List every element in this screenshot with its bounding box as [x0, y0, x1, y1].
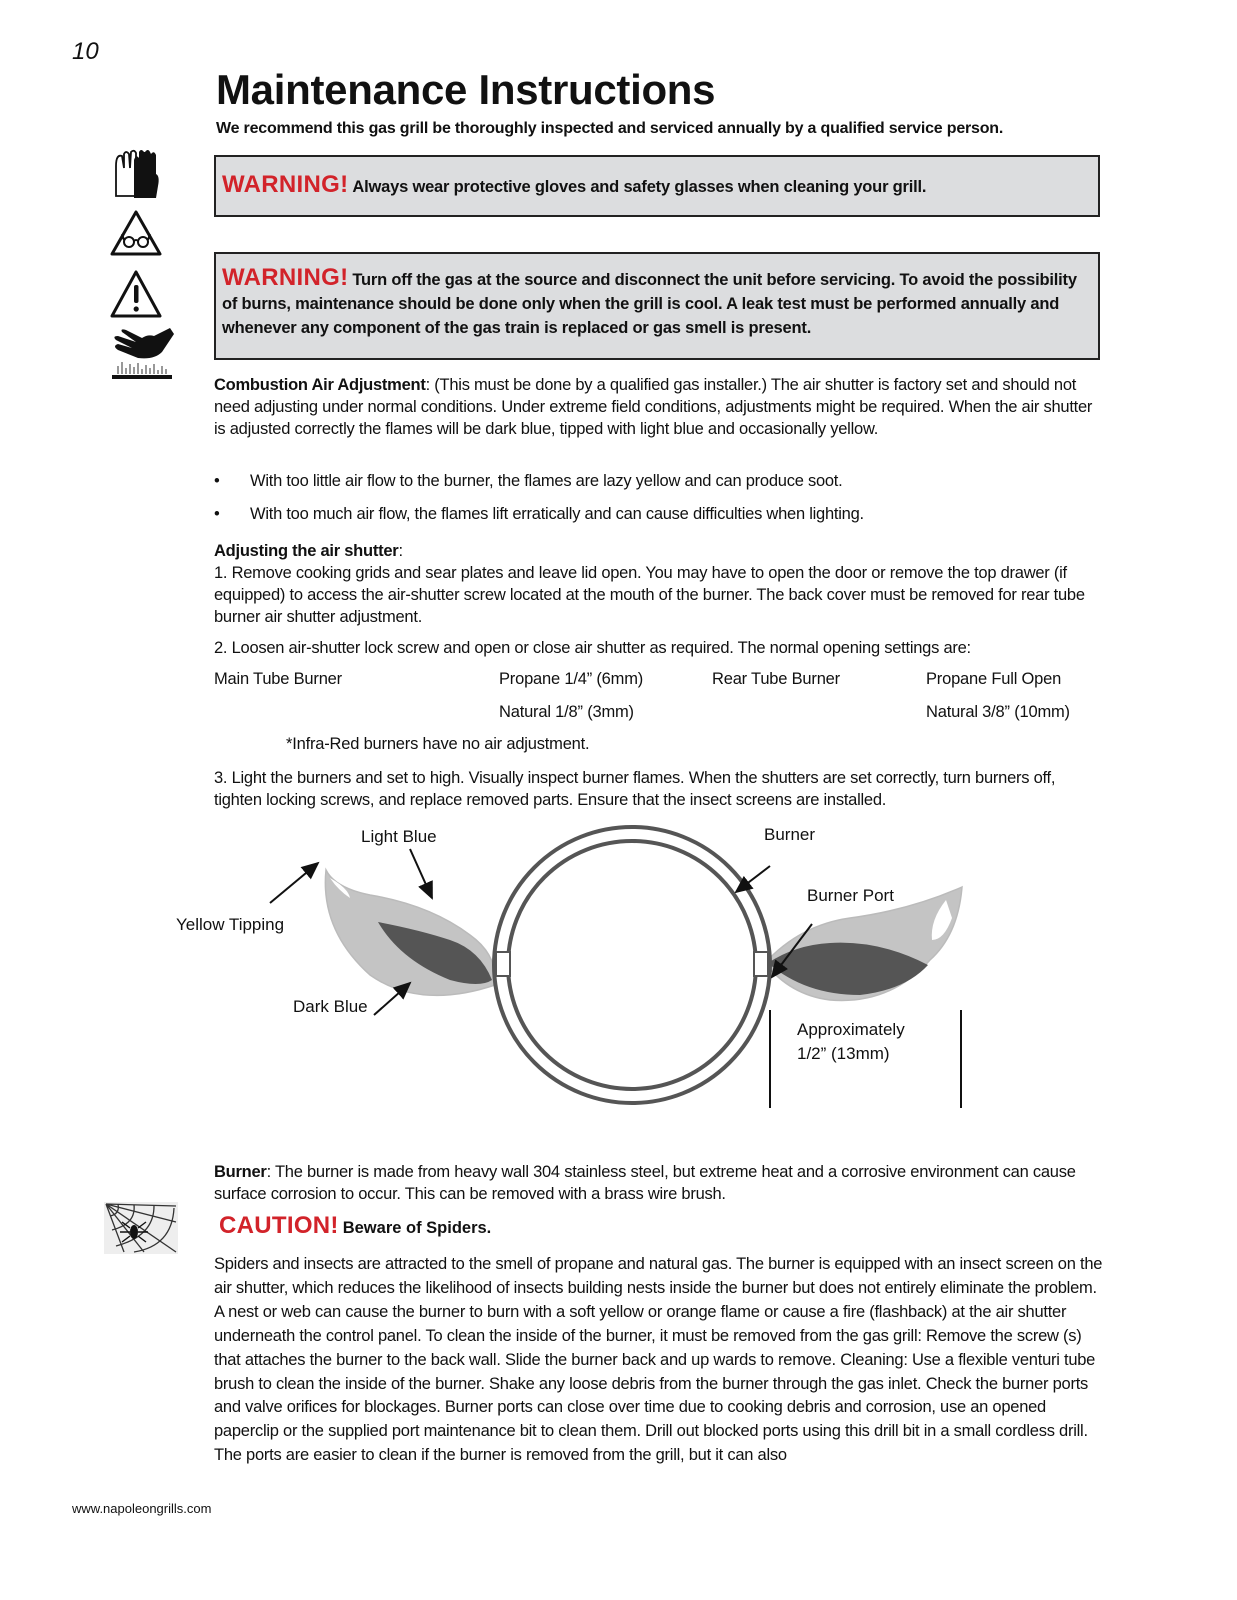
main-burner-propane: Propane 1/4” (6mm) — [499, 670, 644, 688]
label-dark-blue: Dark Blue — [293, 997, 368, 1016]
spider-paragraph: Spiders and insects are attracted to the smell of propane and natural gas. The burner is equipped with an insect screen on the air shutter, which reduces the likelihood of insects building nests inside the burner but does not entirely eliminate the problem. A nest or web can cause the burner to burn with a soft yellow or orange flame or cause a fire (flashback) at the air shutter underneath the control panel. To clean the inside of the burner, it must be removed from the gas grill: Remove the screw (s) that attaches the burner to the back wall. Slide the burner back and up wards to remove. Cleaning: Use a flexible venturi tube brush to clean the inside of the burner. Shake any loose debris from the burner through the gas inlet. Check the burner ports and valve orifices for blockages. Burner ports can close over time due to cooking debris and corrosion, use an opened paperclip or the supplied port maintenance bit to clean them. Drill out blocked ports using this drill bit in a small cordless drill. The ports are easier to clean if the burner is removed from the grill, but it can also — [214, 1255, 1103, 1465]
label-burner: Burner — [764, 825, 816, 844]
caution-text: Beware of Spiders. — [342, 1219, 492, 1237]
bullet-icon: • — [214, 472, 220, 490]
heading-colon: : — [398, 542, 403, 560]
page-subtitle: We recommend this gas grill be thoroughly inspected and serviced annually by a qualified service person. — [216, 120, 1004, 137]
footer-url[interactable]: www.napoleongrills.com — [72, 1501, 212, 1516]
warning-box-gas — [214, 252, 1100, 360]
warning-label: WARNING! — [222, 171, 349, 198]
adjusting-heading: Adjusting the air shutter — [214, 542, 399, 560]
page-number: 10 — [72, 38, 99, 65]
warning-text: Always wear protective gloves and safety glasses when cleaning your grill. — [352, 178, 927, 196]
main-burner-label: Main Tube Burner — [214, 670, 342, 688]
burner-paragraph — [214, 1161, 1104, 1205]
combustion-heading: Combustion Air Adjustment — [214, 376, 426, 394]
rear-burner-label: Rear Tube Burner — [712, 670, 840, 688]
hot-surface-hand-icon — [108, 324, 178, 385]
step-3: 3. Light the burners and set to high. Visually inspect burner flames. When the shutters are set correctly, turn burners off, tighten locking screws, and replace removed parts. Ensure that the insect screens are installed. — [214, 769, 1056, 809]
exclamation-warning-icon — [108, 268, 164, 325]
combustion-paragraph — [214, 374, 1104, 440]
step-1: 1. Remove cooking grids and sear plates and leave lid open. You may have to open the door or remove the top drawer (if equipped) to access the air-shutter screw located at the mouth of the burner. The back cover must be removed for rear tube burner air shutter adjustment. — [214, 564, 1085, 626]
gloves-icon — [108, 146, 164, 207]
main-burner-natural: Natural 1/8” (3mm) — [499, 703, 634, 721]
spider-web-icon — [104, 1202, 178, 1259]
warning-text: Turn off the gas at the source and disconnect the unit before servicing. To avoid the possibility of burns, maintenance should be done only when the grill is cool. A leak test must be performed annually and whenever any component of the gas train is replaced or gas smell is present. — [222, 271, 1077, 337]
rear-burner-natural: Natural 3/8” (10mm) — [926, 703, 1070, 721]
adjusting-heading-line — [214, 540, 1104, 562]
bullet-text: With too much air flow, the flames lift erratically and can cause difficulties when lighting. — [250, 505, 864, 523]
burner-text: : The burner is made from heavy wall 304 stainless steel, but extreme heat and a corrosive environment can cause surface corrosion to occur. This can be removed with a brass wire brush. — [214, 1163, 1076, 1203]
label-light-blue: Light Blue — [361, 827, 437, 846]
combustion-text: : (This must be done by a qualified gas installer.) The air shutter is factory set and should not need adjusting under normal conditions. Under extreme field conditions, adjustments might be required. When the air shutter is adjusted correctly the flames will be dark blue, tipped with light blue and occasionally yellow. — [214, 376, 1093, 438]
diagram-graphic — [0, 815, 1237, 1115]
page-title: Maintenance Instructions — [216, 66, 716, 113]
warning-label: WARNING! — [222, 264, 349, 291]
safety-glasses-warning-icon — [108, 208, 164, 263]
rear-burner-propane: Propane Full Open — [926, 670, 1062, 688]
caution-heading — [219, 1212, 491, 1240]
caution-label: CAUTION! — [219, 1212, 339, 1239]
infra-red-note: *Infra-Red burners have no air adjustment. — [286, 735, 590, 753]
label-burner-port: Burner Port — [807, 886, 894, 905]
label-approximately: Approximately — [797, 1020, 905, 1039]
bullet-icon: • — [214, 505, 220, 523]
step-2: 2. Loosen air-shutter lock screw and open or close air shutter as required. The normal opening settings are: — [214, 639, 971, 657]
bullet-text: With too little air flow to the burner, the flames are lazy yellow and can produce soot. — [250, 472, 843, 490]
burner-heading: Burner — [214, 1163, 267, 1181]
label-half-inch: 1/2” (13mm) — [797, 1044, 890, 1063]
burner-flame-diagram — [0, 815, 1237, 1115]
label-yellow-tipping: Yellow Tipping — [176, 915, 285, 934]
warning-box-gloves — [214, 155, 1100, 217]
